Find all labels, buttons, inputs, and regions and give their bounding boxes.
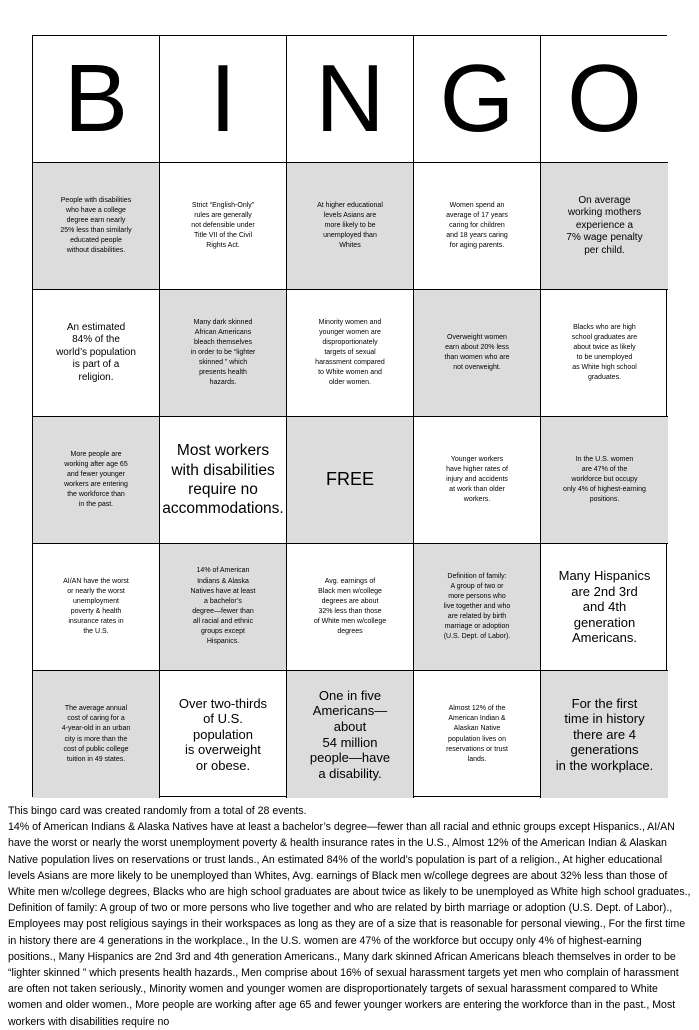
bingo-cell: Over two-thirds of U.S. population is overweight or obese. [160,671,287,798]
bingo-cell: Women spend an average of 17 years caring for children and 18 years caring for aging parents. [414,163,541,290]
bingo-cell: AI/AN have the worst or nearly the worst unemployment poverty & health insurance rates in the U.S. [33,544,160,671]
bingo-cell: People with disabilities who have a college degree earn nearly 25% less than similarly educated people without disabilities. [33,163,160,290]
header-letter-n: N [287,36,414,163]
bingo-cell: Overweight women earn about 20% less than women who are not overweight. [414,290,541,417]
bingo-cell: Definition of family: A group of two or more persons who live together and who are related by birth marriage or adoption (U.S. Dept. of Labor). [414,544,541,671]
bingo-cell: Younger workers have higher rates of injury and accidents at work than older workers. [414,417,541,544]
bingo-cell: In the U.S. women are 47% of the workforce but occupy only 4% of highest-earning positions. [541,417,668,544]
bingo-cell: At higher educational levels Asians are more likely to be unemployed than Whites [287,163,414,290]
bingo-cell: Most workers with disabilities require no accommodations. [160,417,287,544]
header-letter-i: I [160,36,287,163]
bingo-grid [33,36,668,798]
bingo-cell: On average working mothers experience a 7% wage penalty per child. [541,163,668,290]
bingo-cell: The average annual cost of caring for a 4-year-old in an urban city is more than the cost of public college tuition in 49 states. [33,671,160,798]
footer-event-list: 14% of American Indians & Alaska Natives have at least a bachelor’s degree—fewer than all racial and ethnic groups except Hispanics., AI/AN have the worst or nearly the worst unemployment poverty & health insurance rates in the U.S., Almost 12% of the American Indian & Alaskan Native population lives on reservations or trust lands., An estimated 84% of the world’s population is part of a religion., At higher educational levels Asians are more likely to be unemployed than Whites, Avg. earnings of Black men w/college degrees are about 32% less than those of White men w/college degrees, Blacks who are high school graduates are about twice as likely to be unemployed as White high school graduates., Definition of family: A group of two or more persons who live together and who are related by birth marriage or adoption (U.S. Dept. of Labor)., Employees may post religious sayings in their workspaces as long as they are of a size that is reasonable for personal viewing., For the first time in history there are 4 generations in the workplace., In the U.S. women are 47% of the workforce but occupy only 4% of highest-earning positions., Many Hispanics are 2nd 3rd and 4th generation Americans., Many dark skinned African Americans bleach themselves in order to be “lighter skinned ” which presents health hazards., Men comprise about 16% of sexual harassment targets yet men who complain of harassment are often not taken seriously., Minority women and younger women are disproportionately targets of sexual harassment compared to White women and older women., More people are working after age 65 and fewer younger workers are entering the workforce than in the past., Most workers with disabilities require no [8,821,691,1028]
bingo-cell: More people are working after age 65 and fewer younger workers are entering the workforce than in the past. [33,417,160,544]
bingo-cell: Many dark skinned African Americans bleach themselves in order to be “lighter skinned ” which presents health hazards. [160,290,287,417]
bingo-cell: Many Hispanics are 2nd 3rd and 4th generation Americans. [541,544,668,671]
free-space-cell: FREE [287,417,414,544]
bingo-cell: One in five Americans—about 54 million people—have a disability. [287,671,414,798]
bingo-cell: An estimated 84% of the world’s population is part of a religion. [33,290,160,417]
bingo-cell: Minority women and younger women are disproportionately targets of sexual harassment compared to White women and older women. [287,290,414,417]
card-footer [8,803,692,1030]
bingo-card [32,35,667,797]
footer-intro: This bingo card was created randomly from a total of 28 events. [8,805,307,817]
bingo-cell: Blacks who are high school graduates are about twice as likely to be unemployed as White high school graduates. [541,290,668,417]
header-letter-o: O [541,36,668,163]
bingo-cell: Avg. earnings of Black men w/college degrees are about 32% less than those of White men w/college degrees [287,544,414,671]
header-letter-b: B [33,36,160,163]
bingo-cell: 14% of American Indians & Alaska Natives have at least a bachelor’s degree—fewer than all racial and ethnic groups except Hispanics. [160,544,287,671]
bingo-cell: Strict “English-Only” rules are generally not defensible under Title VII of the Civil Rights Act. [160,163,287,290]
bingo-cell: Almost 12% of the American Indian & Alaskan Native population lives on reservations or trust lands. [414,671,541,798]
bingo-cell: For the first time in history there are 4 generations in the workplace. [541,671,668,798]
header-letter-g: G [414,36,541,163]
